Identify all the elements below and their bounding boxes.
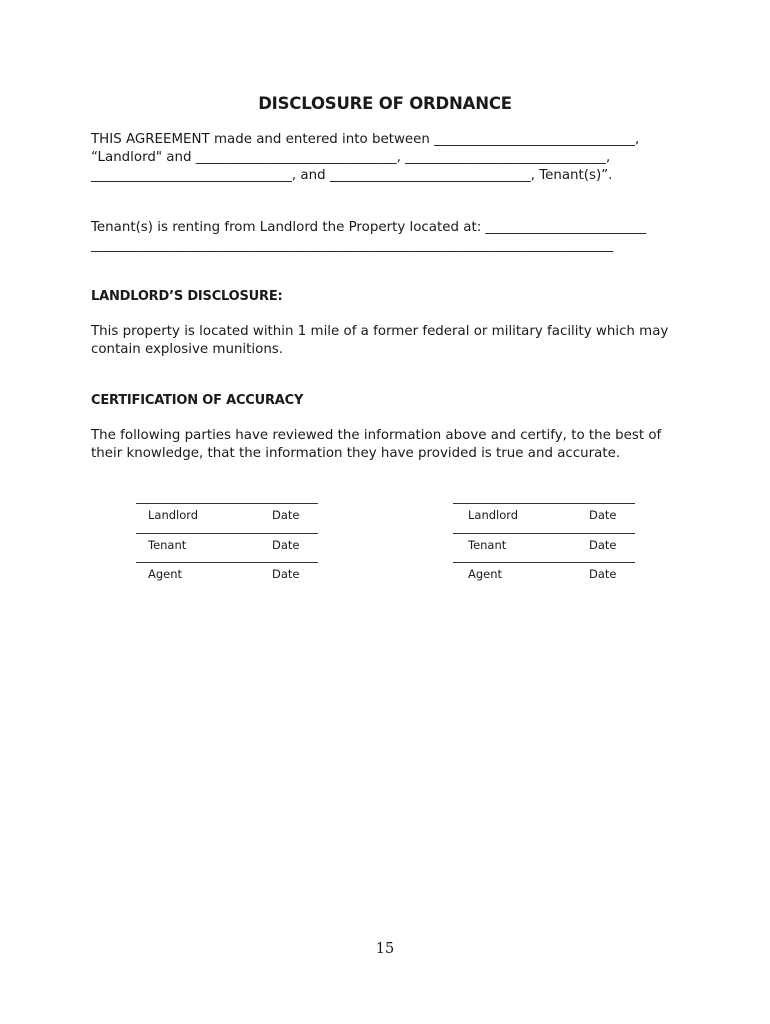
signature-block-right <box>453 503 635 592</box>
date-label: Date <box>272 537 300 552</box>
agreement-line: ______________________________, and ______________________________, Tenant(s)”. <box>91 168 613 183</box>
agreement-line: THIS AGREEMENT made and entered into between ______________________________, <box>91 132 640 147</box>
agreement-paragraph <box>91 131 691 185</box>
disclosure-line: contain explosive munitions. <box>91 342 284 357</box>
signature-block-left <box>136 503 318 592</box>
signer-role-label: Tenant <box>148 537 187 552</box>
signature-line[interactable] <box>453 562 635 592</box>
disclosure-line: This property is located within 1 mile of a former federal or military facility which may <box>91 324 669 339</box>
signer-role-label: Agent <box>148 567 183 581</box>
date-label: Date <box>272 567 300 581</box>
date-label: Date <box>272 508 300 522</box>
page-number: 15 <box>375 941 395 957</box>
date-label: Date <box>589 508 617 522</box>
property-paragraph <box>91 219 691 255</box>
signer-role-label: Landlord <box>468 508 519 522</box>
signature-line[interactable] <box>136 562 318 592</box>
certification-line: The following parties have reviewed the information above and certify, to the best of <box>91 428 662 443</box>
document-title: DISCLOSURE OF ORDNANCE <box>258 94 512 113</box>
signature-line[interactable] <box>136 533 318 563</box>
agreement-line: “Landlord" and ______________________________, ______________________________, <box>91 150 611 165</box>
date-label: Date <box>589 537 617 552</box>
certification-heading: CERTIFICATION OF ACCURACY <box>91 393 304 408</box>
date-label: Date <box>589 567 617 581</box>
signer-role-label: Tenant <box>468 537 507 552</box>
property-line: Tenant(s) is renting from Landlord the Property located at: ________________________ <box>91 220 647 235</box>
certification-paragraph <box>91 427 691 463</box>
signature-line[interactable] <box>136 503 318 533</box>
property-line: ______________________________________________________________________________ <box>91 238 614 253</box>
disclosure-heading: LANDLORD’S DISCLOSURE: <box>91 289 283 304</box>
signer-role-label: Agent <box>468 567 503 581</box>
certification-line: their knowledge, that the information they have provided is true and accurate. <box>91 446 621 461</box>
disclosure-paragraph <box>91 323 691 359</box>
signer-role-label: Landlord <box>148 508 199 522</box>
signature-line[interactable] <box>453 533 635 563</box>
signature-line[interactable] <box>453 503 635 533</box>
